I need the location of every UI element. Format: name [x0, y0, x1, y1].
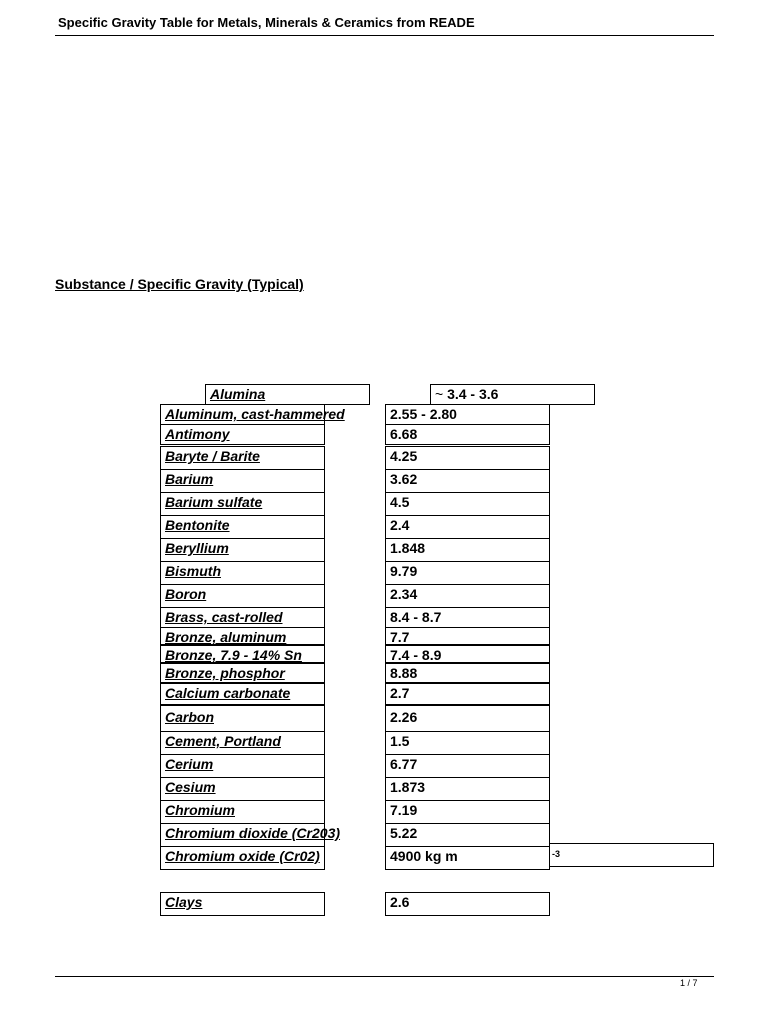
- footer-divider: [55, 976, 714, 977]
- gravity-cell: 9.79: [385, 561, 550, 585]
- unit-exponent: -3: [552, 849, 561, 859]
- gravity-cell: 2.7: [385, 683, 550, 705]
- gravity-cell: 7.19: [385, 800, 550, 824]
- substance-cell: Chromium dioxide (Cr203): [160, 823, 325, 847]
- gravity-cell: 4900 kg m: [385, 846, 550, 870]
- substance-cell: Cesium: [160, 777, 325, 801]
- substance-cell: Boron: [160, 584, 325, 608]
- gravity-cell: 8.4 - 8.7: [385, 607, 550, 628]
- gravity-value: 3.4 - 3.6: [447, 386, 499, 402]
- gravity-cell: 2.26: [385, 705, 550, 732]
- gravity-cell: 4.5: [385, 492, 550, 516]
- substance-cell: Cerium: [160, 754, 325, 778]
- substance-cell: Alumina: [205, 384, 370, 405]
- substance-cell: Chromium: [160, 800, 325, 824]
- gravity-cell: 2.55 - 2.80: [385, 404, 550, 425]
- gravity-cell: 2.4: [385, 515, 550, 539]
- substance-cell: Bentonite: [160, 515, 325, 539]
- page-header-title: Specific Gravity Table for Metals, Minerals & Ceramics from READE: [58, 15, 475, 30]
- gravity-cell: 6.68: [385, 424, 550, 445]
- gravity-cell: [430, 384, 595, 405]
- gravity-cell: 3.62: [385, 469, 550, 493]
- substance-cell: Bismuth: [160, 561, 325, 585]
- substance-cell: Baryte / Barite: [160, 446, 325, 470]
- substance-cell: Bronze, phosphor: [160, 663, 325, 683]
- substance-cell: Aluminum, cast-hammered: [160, 404, 325, 425]
- gravity-cell: 8.88: [385, 663, 550, 683]
- gravity-cell: 1.873: [385, 777, 550, 801]
- substance-cell: Brass, cast-rolled: [160, 607, 325, 628]
- gravity-cell: 5.22: [385, 823, 550, 847]
- substance-cell: Cement, Portland: [160, 731, 325, 755]
- superscript-cell: [549, 843, 714, 867]
- substance-cell: Bronze, 7.9 - 14% Sn: [160, 645, 325, 663]
- header-divider: [55, 35, 714, 36]
- substance-cell: Barium sulfate: [160, 492, 325, 516]
- substance-cell: Calcium carbonate: [160, 683, 325, 705]
- substance-cell: Bronze, aluminum: [160, 627, 325, 645]
- substance-cell: Antimony: [160, 424, 325, 445]
- substance-cell: Carbon: [160, 705, 325, 732]
- table-heading: Substance / Specific Gravity (Typical): [55, 276, 304, 292]
- gravity-cell: 2.6: [385, 892, 550, 916]
- approx-symbol: ~: [435, 386, 444, 402]
- substance-cell: Beryllium: [160, 538, 325, 562]
- gravity-cell: 1.848: [385, 538, 550, 562]
- page-number: 1 / 7: [680, 978, 698, 988]
- gravity-cell: 1.5: [385, 731, 550, 755]
- substance-cell: Barium: [160, 469, 325, 493]
- substance-cell: Clays: [160, 892, 325, 916]
- gravity-cell: 6.77: [385, 754, 550, 778]
- gravity-cell: 7.7: [385, 627, 550, 645]
- gravity-cell: 2.34: [385, 584, 550, 608]
- substance-cell: Chromium oxide (Cr02): [160, 846, 325, 870]
- gravity-cell: 4.25: [385, 446, 550, 470]
- gravity-cell: 7.4 - 8.9: [385, 645, 550, 663]
